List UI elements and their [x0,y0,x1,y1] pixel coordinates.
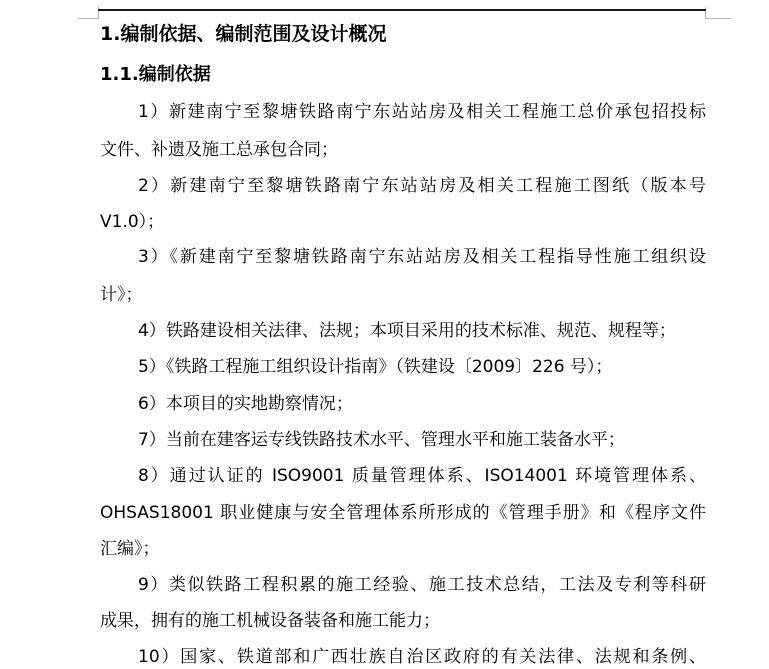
paragraph-line: 9）类似铁路工程积累的施工经验、施工技术总结，工法及专利等科研 [138,575,706,595]
paragraph-line: 2）新建南宁至黎塘铁路南宁东站站房及相关工程施工图纸（版本号 [138,176,706,196]
paragraph-line: V1.0）； [100,212,165,232]
paragraph-line: 6）本项目的实地勘察情况； [138,394,353,414]
header-rule [98,9,706,11]
paragraph-line: 成果，拥有的施工机械设备装备和施工能力； [100,611,440,631]
paragraph-line: 8）通过认证的 ISO9001 质量管理体系、ISO14001 环境管理体系、 [138,466,706,486]
paragraph-line: 汇编》； [100,539,160,559]
paragraph-line: 10）国家、铁道部和广西壮族自治区政府的有关法律、法规和条例、 [138,647,706,667]
paragraph-line: 7）当前在建客运专线铁路技术水平、管理水平和施工装备水平； [138,430,625,450]
margin-corner-mark-left [78,7,99,19]
paragraph-line: 4）铁路建设相关法律、法规；本项目采用的技术标准、规范、规程等； [138,321,676,341]
paragraph-line: 3）《新建南宁至黎塘铁路南宁东站站房及相关工程指导性施工组织设 [138,247,706,267]
paragraph-line: 文件、补遗及施工总承包合同； [100,140,338,160]
margin-corner-mark-right [705,7,731,19]
paragraph-line: OHSAS18001 职业健康与安全管理体系所形成的《管理手册》和《程序文件 [100,503,706,523]
paragraph-line: 5）《铁路工程施工组织设计指南》（铁建设〔2009〕226 号）； [138,357,613,377]
paragraph-line: 1）新建南宁至黎塘铁路南宁东站站房及相关工程施工总价承包招投标 [138,102,706,122]
paragraph-line: 计》； [100,285,143,305]
section-heading: 1.编制依据、编制范围及设计概况 [100,23,387,45]
subsection-heading: 1.1.编制依据 [100,64,211,85]
